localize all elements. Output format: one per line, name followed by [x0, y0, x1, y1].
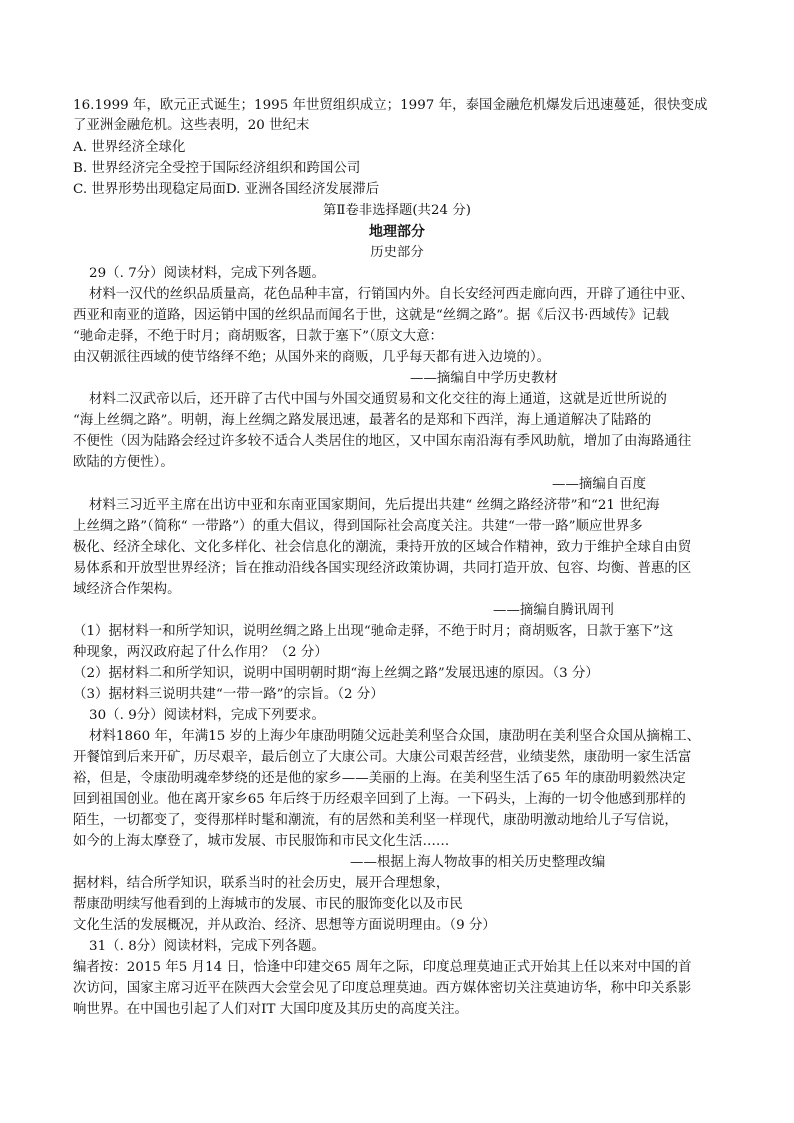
- q31-editor-note-line-2: 次访问，国家主席习近平在陕西大会堂会见了印度总理莫迪。西方媒体密切关注莫迪访华，称中印关系影: [73, 981, 692, 996]
- q30-task-line-1: 据材料，结合所学知识，联系当时的社会历史，展开合理想象，: [73, 876, 450, 891]
- q30-heading: 30（. 9分）阅读材料，完成下列要求。: [89, 708, 325, 723]
- q29-material-2-line-1: 材料二汉武帝以后，还开辟了古代中国与外国交通贸易和文化交往的海上通道，这就是近世所说的: [89, 392, 667, 407]
- geography-heading: 地理部分: [369, 224, 425, 240]
- q29-material-3-line-4: 易体系和开放型世界经济；旨在推动沿线各国实现经济政策协调，共同打造开放、包容、均衡、普惠的区: [73, 561, 692, 576]
- q29-material-2-line-3: 不便性（因为陆路会经过许多较不适合人类居住的地区，又中国东南沿海有季风助航，增加了由海路通往: [73, 434, 692, 449]
- q29-material-2-source: ——摘编自百度: [552, 477, 647, 492]
- q30-material-line-1: 材料1860 年，年满15 岁的上海少年康劭明随父远赴美利坚合众国，康劭明在美利坚合众国从摘棉工、: [89, 729, 701, 744]
- q29-material-2-line-4: 欧陆的方便性）。: [73, 455, 174, 470]
- q29-question-3: （3）据材料三说明共建“一带一路”的宗旨。（2 分）: [73, 687, 384, 702]
- q29-material-2-line-2: “海上丝绸之路”。明朝，海上丝绸之路发展迅速，最著名的是郑和下西洋，海上通道解决了陆路的: [73, 413, 652, 428]
- q30-task-line-3: 文化生活的发展概况，并从政治、经济、思想等方面说明理由。（9 分）: [73, 918, 496, 933]
- q29-question-1-line-1: （1）据材料一和所学知识，说明丝绸之路上出现“驰命走驿，不绝于时月；商胡贩客，日款于塞下”这: [73, 624, 674, 639]
- q30-material-line-3: 裕，但是，令康劭明魂牵梦绕的还是他的家乡——美丽的上海。在美利坚生活了65 年的康劭明毅然决定: [73, 771, 686, 786]
- q29-material-3-line-1: 材料三习近平主席在出访中亚和东南亚国家期间，先后提出共建“ 丝绸之路经济带”和“21 世纪海: [89, 498, 660, 513]
- q29-heading: 29（. 7分）阅读材料，完成下列各题。: [89, 266, 325, 281]
- q16-option-c-d: C. 世界形势出现稳定局面D. 亚洲各国经济发展滞后: [73, 182, 380, 197]
- q29-material-1-line-1: 材料一汉代的丝织品质量高，花色品种丰富，行销国内外。自长安经河西走廊向西，开辟了通往中亚、: [89, 287, 694, 302]
- q31-editor-note-line-3: 响世界。在中国也引起了人们对IT 大国印度及其历史的高度关注。: [73, 1002, 468, 1017]
- q30-material-line-6: 如今的上海太摩登了，城市发展、市民服饰和市民文化生活……: [73, 834, 450, 849]
- q29-material-1-line-3: “驰命走驿，不绝于时月；商胡贩客，日款于塞下”（原文大意：: [73, 329, 443, 344]
- q29-question-2: （2）据材料二和所学知识，说明中国明朝时期“海上丝绸之路”发展迅速的原因。（3 分）: [73, 666, 599, 681]
- q30-material-line-5: 陌生，一切都变了，变得那样时髦和潮流，有的居然和美利坚一样现代，康劭明激动地给儿子写信说，: [73, 813, 678, 828]
- q29-material-3-source: ——摘编自腾讯周刊: [493, 603, 614, 618]
- q16-stem-line-1: 16.1999 年，欧元正式诞生；1995 年世贸组织成立；1997 年，泰国金融危机爆发后迅速蔓延，很快变成: [73, 98, 708, 113]
- q29-question-1-line-2: 种现象，两汉政府起了什么作用？（2 分）: [73, 645, 328, 660]
- q30-material-line-2: 开餐馆到后来开矿，历尽艰辛，最后创立了大康公司。大康公司艰苦经营，业绩斐然，康劭明一家生活富: [73, 750, 692, 765]
- q30-task-line-2: 帮康劭明续写他看到的上海城市的发展、市民的服饰变化以及市民: [73, 897, 463, 912]
- q29-material-3-line-5: 域经济合作架构。: [73, 582, 181, 597]
- q30-material-line-4: 回到祖国创业。他在离开家乡65 年后终于历经艰辛回到了上海。一下码头，上海的一切令他感到那样的: [73, 792, 686, 807]
- q16-option-a: A. 世界经济全球化: [73, 140, 186, 155]
- history-heading: 历史部分: [370, 245, 424, 260]
- q31-heading: 31（. 8分）阅读材料，完成下列各题。: [89, 939, 325, 954]
- q29-material-3-line-2: 上丝绸之路”（简称“ 一带路”）的重大倡议，得到国际社会高度关注。共建“一带一路”顺应世界多: [73, 519, 643, 534]
- q29-material-1-source: ——摘编自中学历史教材: [410, 371, 558, 386]
- q31-editor-note-line-1: 编者按：2015 年5 月14 日，恰逢中印建交65 周年之际，印度总理莫迪正式开始其上任以来对中国的首: [73, 960, 692, 975]
- q29-material-3-line-3: 极化、经济全球化、文化多样化、社会信息化的潮流，秉持开放的区域合作精神，致力于维护全球自由贸: [73, 540, 692, 555]
- q29-material-1-line-2: 西亚和南亚的道路，因运销中国的丝织品而闻名于世，这就是“丝绸之路”。据《后汉书·西域传》记载: [73, 308, 670, 323]
- section-title: 第Ⅱ卷非选择题(共24 分): [323, 203, 471, 218]
- q30-source: ——根据上海人物故事的相关历史整理改编: [350, 855, 606, 870]
- q16-option-b: B. 世界经济完全受控于国际经济组织和跨国公司: [73, 161, 361, 176]
- q29-material-1-line-4: 由汉朝派往西域的使节络绎不绝；从国外来的商贩，几乎每天都有进入边境的）。: [73, 350, 551, 365]
- q16-stem-line-2: 了亚洲金融危机。这些表明，20 世纪末: [73, 118, 310, 133]
